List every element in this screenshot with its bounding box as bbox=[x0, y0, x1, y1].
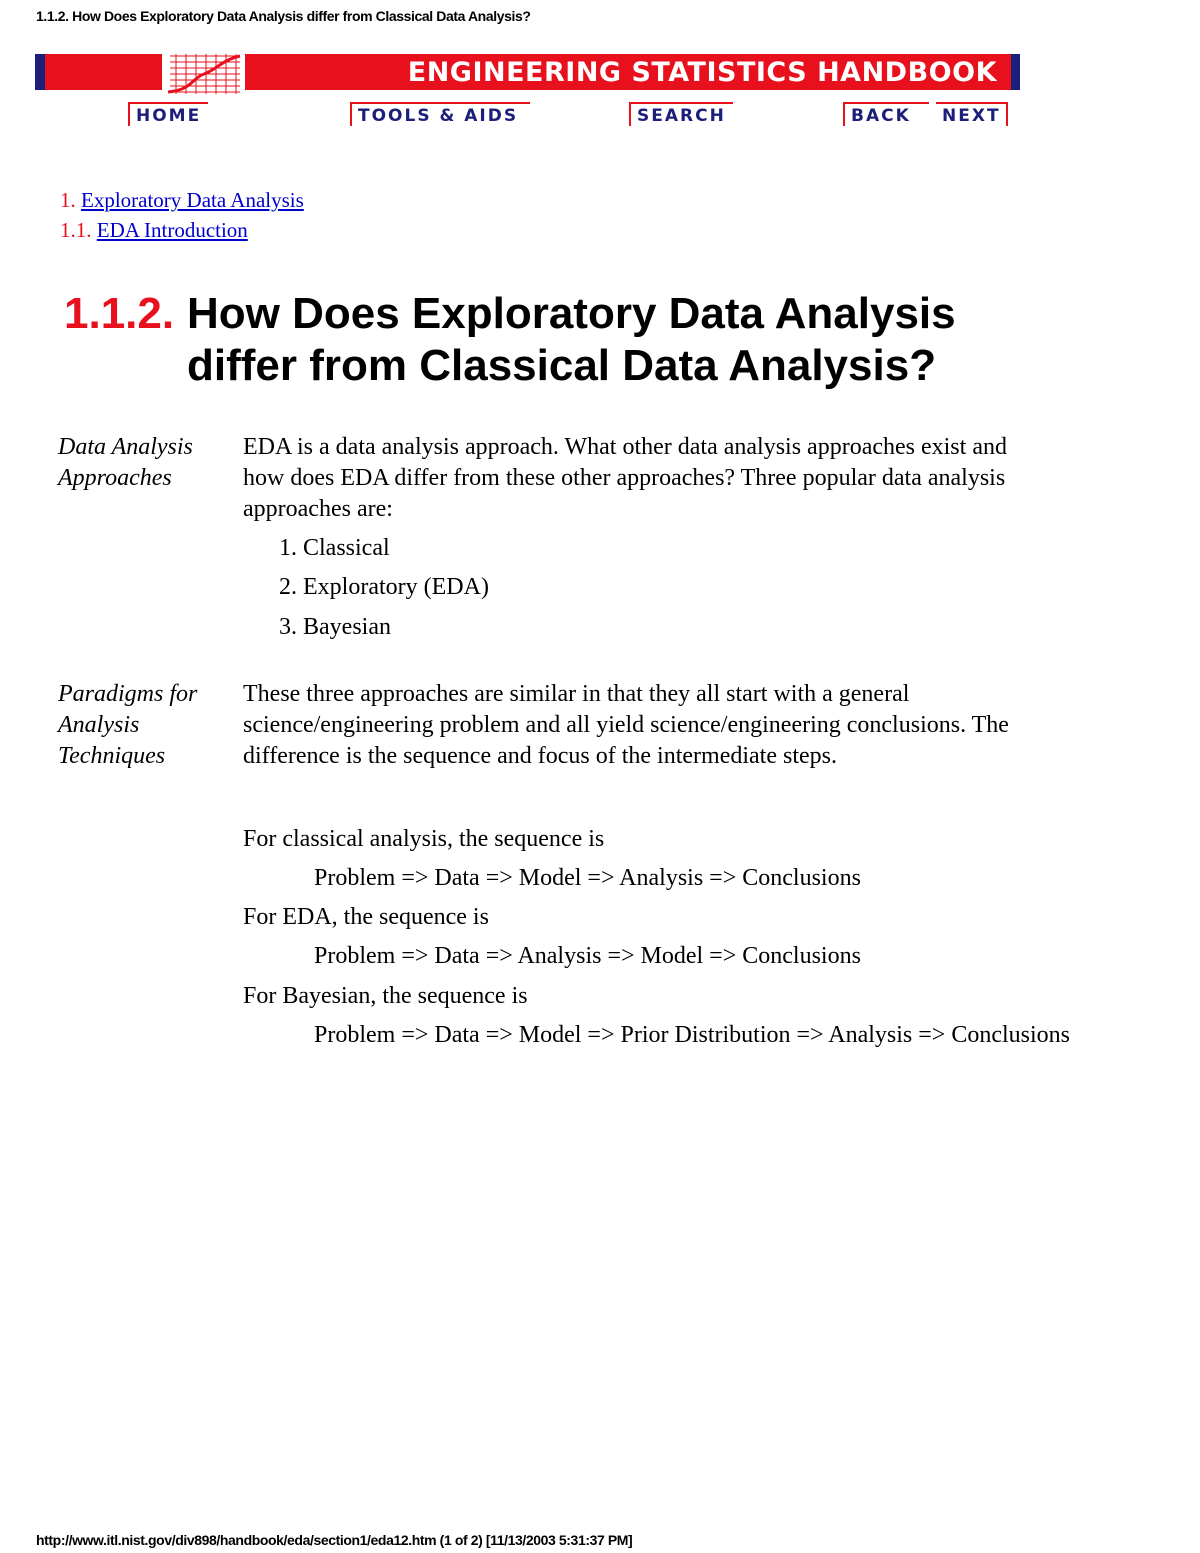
breadcrumb-number: 1.1. bbox=[60, 218, 92, 242]
list-item: 2. Exploratory (EDA) bbox=[279, 574, 489, 600]
next-button[interactable]: NEXT bbox=[936, 102, 1008, 126]
handbook-banner bbox=[35, 54, 1020, 90]
banner-navy-left bbox=[35, 54, 45, 90]
list-item: 1. Classical bbox=[279, 535, 390, 561]
bayesian-sequence: Problem => Data => Model => Prior Distribution => Analysis => Conclusions bbox=[314, 1022, 1070, 1048]
bayesian-lead: For Bayesian, the sequence is bbox=[243, 983, 528, 1009]
breadcrumb-item bbox=[60, 185, 304, 215]
banner-title: ENGINEERING STATISTICS HANDBOOK bbox=[407, 57, 997, 88]
classical-sequence: Problem => Data => Model => Analysis => Conclusions bbox=[314, 865, 861, 891]
print-footer-url: http://www.itl.nist.gov/div898/handbook/eda/section1/eda12.htm (1 of 2) [11/13/2003 5:31:37 PM] bbox=[36, 1532, 633, 1548]
breadcrumb-item bbox=[60, 215, 304, 245]
approaches-intro: EDA is a data analysis approach. What other data analysis approaches exist and how does EDA differ from these other approaches? Three popular data analysis approaches are: bbox=[243, 434, 1007, 522]
section-number: 1.1.2. bbox=[64, 289, 175, 338]
handbook-logo-icon[interactable] bbox=[162, 50, 245, 96]
paradigms-intro: These three approaches are similar in that they all start with a general science/engineering problem and all yield science/engineering conclusions. The difference is the sequence and focus of the intermediate steps. bbox=[243, 681, 1009, 769]
list-item: 3. Bayesian bbox=[279, 614, 391, 640]
classical-lead: For classical analysis, the sequence is bbox=[243, 826, 605, 852]
breadcrumb bbox=[60, 185, 304, 245]
breadcrumb-number: 1. bbox=[60, 188, 76, 212]
margin-label-approaches: Data Analysis Approaches bbox=[58, 434, 193, 491]
search-button[interactable]: SEARCH bbox=[629, 102, 733, 126]
eda-sequence: Problem => Data => Analysis => Model => Conclusions bbox=[314, 943, 861, 969]
print-header: 1.1.2. How Does Exploratory Data Analysis differ from Classical Data Analysis? bbox=[36, 8, 531, 24]
breadcrumb-link-eda-intro[interactable]: EDA Introduction bbox=[96, 218, 248, 242]
home-button[interactable]: HOME bbox=[128, 102, 208, 126]
breadcrumb-link-eda[interactable]: Exploratory Data Analysis bbox=[81, 188, 304, 212]
banner-navy-right bbox=[1011, 54, 1020, 90]
tools-aids-button[interactable]: TOOLS & AIDS bbox=[350, 102, 530, 126]
eda-lead: For EDA, the sequence is bbox=[243, 904, 489, 930]
section-title: How Does Exploratory Data Analysis differ from Classical Data Analysis? bbox=[187, 289, 956, 390]
margin-label-paradigms: Paradigms for Analysis Techniques bbox=[58, 681, 198, 769]
banner-red-left bbox=[45, 54, 162, 90]
back-button[interactable]: BACK bbox=[843, 102, 929, 126]
